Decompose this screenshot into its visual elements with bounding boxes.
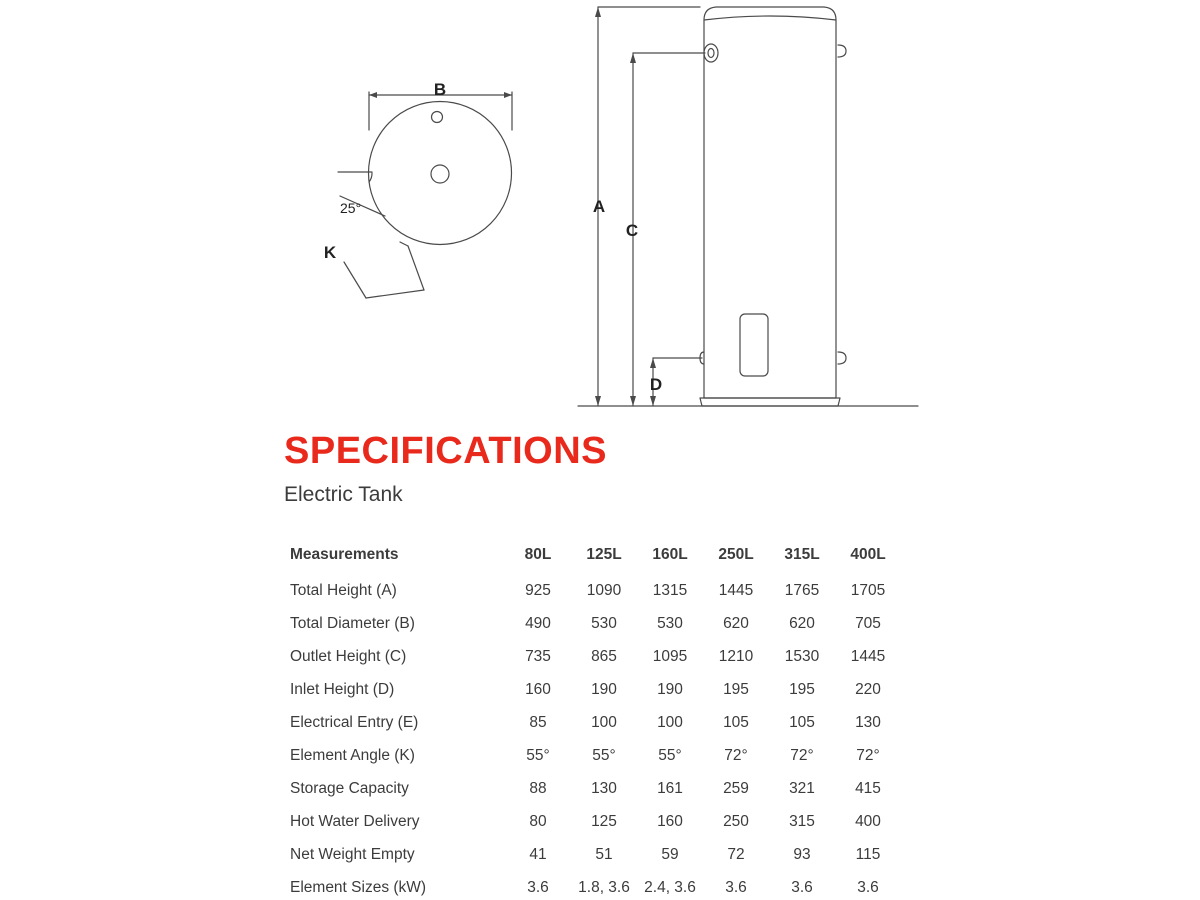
cell-value: 72° xyxy=(856,747,880,764)
specifications-table xyxy=(290,538,901,900)
cell-value: 93 xyxy=(793,846,811,863)
cell-value: 195 xyxy=(723,681,749,698)
label-total-height: A xyxy=(592,197,606,216)
row-label: Storage Capacity xyxy=(290,780,409,797)
row-label: Hot Water Delivery xyxy=(290,813,420,830)
cell-value: 620 xyxy=(723,615,749,632)
cell-value: 161 xyxy=(657,780,683,797)
cell-value: 1095 xyxy=(652,648,688,665)
table-row xyxy=(290,640,901,673)
table-row xyxy=(290,739,901,772)
cell-value: 72 xyxy=(727,846,745,863)
cell-value: 530 xyxy=(657,615,683,632)
cell-value: 85 xyxy=(529,714,547,731)
cell-value: 490 xyxy=(525,615,551,632)
specifications-block xyxy=(284,430,1184,507)
cell-value: 72° xyxy=(790,747,814,764)
cell-value: 735 xyxy=(525,648,551,665)
cell-value: 115 xyxy=(855,846,881,863)
cell-value: 1765 xyxy=(784,582,820,599)
cell-value: 259 xyxy=(723,780,749,797)
column-header-315l: 315L xyxy=(784,546,820,563)
top-view-drawing xyxy=(338,92,512,298)
row-label: Inlet Height (D) xyxy=(290,681,395,698)
table-row xyxy=(290,805,901,838)
row-label: Net Weight Empty xyxy=(290,846,415,863)
cell-value: 100 xyxy=(591,714,617,731)
cell-value: 315 xyxy=(789,813,815,830)
cell-value: 3.6 xyxy=(791,879,813,896)
table-row xyxy=(290,838,901,871)
column-header-400l: 400L xyxy=(850,546,886,563)
cell-value: 530 xyxy=(591,615,617,632)
cell-value: 1445 xyxy=(850,648,886,665)
cell-value: 3.6 xyxy=(857,879,879,896)
cell-value: 1530 xyxy=(784,648,820,665)
column-header-250l: 250L xyxy=(718,546,754,563)
cell-value: 41 xyxy=(529,846,547,863)
table-header-row xyxy=(290,538,901,574)
cell-value: 250 xyxy=(723,813,749,830)
table-row xyxy=(290,607,901,640)
label-inlet-height: D xyxy=(649,375,663,394)
cell-value: 130 xyxy=(855,714,881,731)
table-row xyxy=(290,673,901,706)
label-element-angle-value: 25° xyxy=(340,200,362,216)
cell-value: 190 xyxy=(591,681,617,698)
technical-diagram xyxy=(0,0,1200,420)
cell-value: 55° xyxy=(658,747,682,764)
label-outlet-height: C xyxy=(625,221,639,240)
cell-value: 865 xyxy=(591,648,617,665)
cell-value: 125 xyxy=(591,813,617,830)
cell-value: 321 xyxy=(789,780,815,797)
cell-value: 80 xyxy=(529,813,547,830)
page-title: SPECIFICATIONS xyxy=(284,430,607,472)
cell-value: 160 xyxy=(657,813,683,830)
cell-value: 160 xyxy=(525,681,551,698)
row-label: Total Diameter (B) xyxy=(290,615,415,632)
cell-value: 1315 xyxy=(652,582,688,599)
cell-value: 55° xyxy=(592,747,616,764)
cell-value: 130 xyxy=(591,780,617,797)
label-total-diameter: B xyxy=(433,80,447,99)
table-row xyxy=(290,871,901,900)
row-label: Total Height (A) xyxy=(290,582,397,599)
column-header-80l: 80L xyxy=(524,546,552,563)
cell-value: 1445 xyxy=(718,582,754,599)
cell-value: 400 xyxy=(855,813,881,830)
label-element-angle: K xyxy=(323,243,337,262)
page-subtitle: Electric Tank xyxy=(284,482,403,506)
cell-value: 1.8, 3.6 xyxy=(578,879,630,896)
cell-value: 100 xyxy=(657,714,683,731)
cell-value: 1090 xyxy=(586,582,622,599)
cell-value: 3.6 xyxy=(725,879,747,896)
cell-value: 59 xyxy=(661,846,679,863)
cell-value: 1210 xyxy=(718,648,754,665)
cell-value: 220 xyxy=(855,681,881,698)
column-header-measurements: Measurements xyxy=(290,546,399,563)
side-view-drawing xyxy=(578,7,918,406)
cell-value: 705 xyxy=(855,615,881,632)
row-label: Element Sizes (kW) xyxy=(290,879,427,896)
table-row xyxy=(290,574,901,607)
table-row xyxy=(290,706,901,739)
cell-value: 415 xyxy=(855,780,881,797)
cell-value: 190 xyxy=(657,681,683,698)
row-label: Element Angle (K) xyxy=(290,747,415,764)
table-row xyxy=(290,772,901,805)
cell-value: 105 xyxy=(723,714,749,731)
cell-value: 88 xyxy=(529,780,547,797)
cell-value: 620 xyxy=(789,615,815,632)
cell-value: 51 xyxy=(595,846,613,863)
cell-value: 925 xyxy=(525,582,551,599)
cell-value: 1705 xyxy=(850,582,886,599)
column-header-160l: 160L xyxy=(652,546,688,563)
cell-value: 3.6 xyxy=(527,879,549,896)
column-header-125l: 125L xyxy=(586,546,622,563)
row-label: Outlet Height (C) xyxy=(290,648,407,665)
cell-value: 2.4, 3.6 xyxy=(644,879,696,896)
cell-value: 105 xyxy=(789,714,815,731)
cell-value: 195 xyxy=(789,681,815,698)
cell-value: 72° xyxy=(724,747,748,764)
row-label: Electrical Entry (E) xyxy=(290,714,419,731)
cell-value: 55° xyxy=(526,747,550,764)
